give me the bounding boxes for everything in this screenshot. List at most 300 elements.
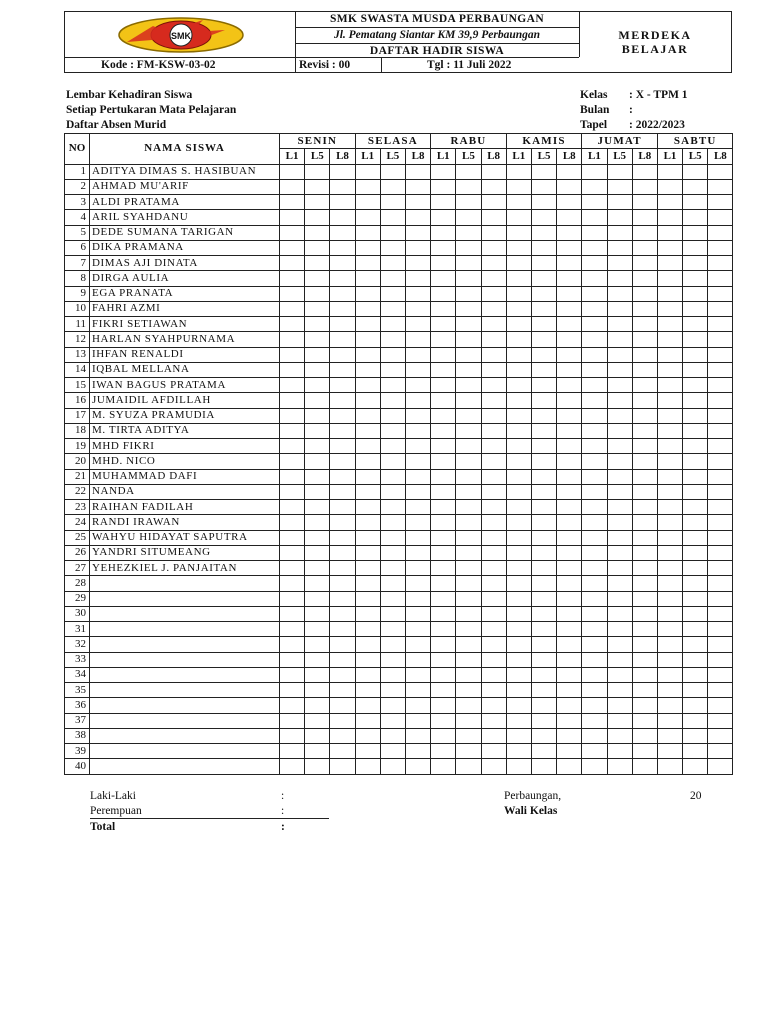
attendance-cell[interactable] <box>582 606 607 621</box>
attendance-cell[interactable] <box>683 469 708 484</box>
attendance-cell[interactable] <box>355 423 380 438</box>
attendance-cell[interactable] <box>683 515 708 530</box>
attendance-cell[interactable] <box>657 622 682 637</box>
attendance-cell[interactable] <box>431 759 456 774</box>
attendance-cell[interactable] <box>305 469 330 484</box>
attendance-cell[interactable] <box>405 301 430 316</box>
attendance-cell[interactable] <box>506 713 531 728</box>
attendance-cell[interactable] <box>557 317 582 332</box>
attendance-cell[interactable] <box>557 454 582 469</box>
attendance-cell[interactable] <box>632 179 657 194</box>
attendance-cell[interactable] <box>582 301 607 316</box>
attendance-cell[interactable] <box>405 332 430 347</box>
attendance-cell[interactable] <box>305 393 330 408</box>
attendance-cell[interactable] <box>305 317 330 332</box>
attendance-cell[interactable] <box>531 225 556 240</box>
attendance-cell[interactable] <box>380 301 405 316</box>
attendance-cell[interactable] <box>557 439 582 454</box>
attendance-cell[interactable] <box>305 515 330 530</box>
attendance-cell[interactable] <box>557 271 582 286</box>
attendance-cell[interactable] <box>708 454 733 469</box>
attendance-cell[interactable] <box>330 606 355 621</box>
attendance-cell[interactable] <box>355 332 380 347</box>
attendance-cell[interactable] <box>657 179 682 194</box>
attendance-cell[interactable] <box>380 667 405 682</box>
attendance-cell[interactable] <box>683 728 708 743</box>
attendance-cell[interactable] <box>557 744 582 759</box>
attendance-cell[interactable] <box>582 744 607 759</box>
attendance-cell[interactable] <box>531 164 556 179</box>
attendance-cell[interactable] <box>582 286 607 301</box>
attendance-cell[interactable] <box>481 362 506 377</box>
attendance-cell[interactable] <box>607 622 632 637</box>
attendance-cell[interactable] <box>330 378 355 393</box>
attendance-cell[interactable] <box>506 362 531 377</box>
attendance-cell[interactable] <box>405 698 430 713</box>
attendance-cell[interactable] <box>531 637 556 652</box>
attendance-cell[interactable] <box>683 484 708 499</box>
attendance-cell[interactable] <box>632 256 657 271</box>
attendance-cell[interactable] <box>355 362 380 377</box>
attendance-cell[interactable] <box>355 347 380 362</box>
attendance-cell[interactable] <box>280 469 305 484</box>
attendance-cell[interactable] <box>531 667 556 682</box>
attendance-cell[interactable] <box>305 423 330 438</box>
attendance-cell[interactable] <box>632 271 657 286</box>
attendance-cell[interactable] <box>557 667 582 682</box>
attendance-cell[interactable] <box>531 271 556 286</box>
attendance-cell[interactable] <box>683 622 708 637</box>
attendance-cell[interactable] <box>456 301 481 316</box>
attendance-cell[interactable] <box>632 454 657 469</box>
attendance-cell[interactable] <box>330 561 355 576</box>
attendance-cell[interactable] <box>456 256 481 271</box>
attendance-cell[interactable] <box>683 713 708 728</box>
attendance-cell[interactable] <box>506 179 531 194</box>
attendance-cell[interactable] <box>607 286 632 301</box>
attendance-cell[interactable] <box>657 454 682 469</box>
attendance-cell[interactable] <box>708 378 733 393</box>
attendance-cell[interactable] <box>481 225 506 240</box>
attendance-cell[interactable] <box>607 728 632 743</box>
attendance-cell[interactable] <box>557 591 582 606</box>
attendance-cell[interactable] <box>708 759 733 774</box>
attendance-cell[interactable] <box>708 240 733 255</box>
attendance-cell[interactable] <box>708 698 733 713</box>
attendance-cell[interactable] <box>431 179 456 194</box>
attendance-cell[interactable] <box>431 210 456 225</box>
attendance-cell[interactable] <box>405 408 430 423</box>
attendance-cell[interactable] <box>380 500 405 515</box>
attendance-cell[interactable] <box>355 271 380 286</box>
attendance-cell[interactable] <box>280 759 305 774</box>
attendance-cell[interactable] <box>582 530 607 545</box>
attendance-cell[interactable] <box>607 530 632 545</box>
attendance-cell[interactable] <box>456 393 481 408</box>
attendance-cell[interactable] <box>355 378 380 393</box>
attendance-cell[interactable] <box>683 423 708 438</box>
attendance-cell[interactable] <box>305 347 330 362</box>
attendance-cell[interactable] <box>481 591 506 606</box>
attendance-cell[interactable] <box>280 622 305 637</box>
attendance-cell[interactable] <box>405 210 430 225</box>
attendance-cell[interactable] <box>431 530 456 545</box>
attendance-cell[interactable] <box>305 576 330 591</box>
attendance-cell[interactable] <box>683 591 708 606</box>
attendance-cell[interactable] <box>355 561 380 576</box>
attendance-cell[interactable] <box>531 622 556 637</box>
attendance-cell[interactable] <box>481 683 506 698</box>
attendance-cell[interactable] <box>330 256 355 271</box>
attendance-cell[interactable] <box>531 484 556 499</box>
attendance-cell[interactable] <box>632 744 657 759</box>
attendance-cell[interactable] <box>683 545 708 560</box>
attendance-cell[interactable] <box>683 698 708 713</box>
attendance-cell[interactable] <box>683 301 708 316</box>
attendance-cell[interactable] <box>531 576 556 591</box>
attendance-cell[interactable] <box>380 271 405 286</box>
attendance-cell[interactable] <box>355 637 380 652</box>
attendance-cell[interactable] <box>380 744 405 759</box>
attendance-cell[interactable] <box>330 317 355 332</box>
attendance-cell[interactable] <box>380 240 405 255</box>
attendance-cell[interactable] <box>657 210 682 225</box>
attendance-cell[interactable] <box>632 362 657 377</box>
attendance-cell[interactable] <box>531 500 556 515</box>
attendance-cell[interactable] <box>632 713 657 728</box>
attendance-cell[interactable] <box>557 179 582 194</box>
attendance-cell[interactable] <box>506 393 531 408</box>
attendance-cell[interactable] <box>657 561 682 576</box>
attendance-cell[interactable] <box>632 606 657 621</box>
attendance-cell[interactable] <box>506 317 531 332</box>
attendance-cell[interactable] <box>531 469 556 484</box>
attendance-cell[interactable] <box>431 195 456 210</box>
attendance-cell[interactable] <box>405 378 430 393</box>
attendance-cell[interactable] <box>481 332 506 347</box>
attendance-cell[interactable] <box>330 195 355 210</box>
attendance-cell[interactable] <box>305 606 330 621</box>
attendance-cell[interactable] <box>380 332 405 347</box>
attendance-cell[interactable] <box>607 576 632 591</box>
attendance-cell[interactable] <box>683 378 708 393</box>
attendance-cell[interactable] <box>683 530 708 545</box>
attendance-cell[interactable] <box>632 728 657 743</box>
attendance-cell[interactable] <box>305 286 330 301</box>
attendance-cell[interactable] <box>657 728 682 743</box>
attendance-cell[interactable] <box>531 195 556 210</box>
attendance-cell[interactable] <box>456 530 481 545</box>
attendance-cell[interactable] <box>607 195 632 210</box>
attendance-cell[interactable] <box>531 362 556 377</box>
attendance-cell[interactable] <box>280 728 305 743</box>
attendance-cell[interactable] <box>305 210 330 225</box>
attendance-cell[interactable] <box>330 545 355 560</box>
attendance-cell[interactable] <box>456 362 481 377</box>
attendance-cell[interactable] <box>531 317 556 332</box>
attendance-cell[interactable] <box>582 225 607 240</box>
attendance-cell[interactable] <box>531 606 556 621</box>
attendance-cell[interactable] <box>531 683 556 698</box>
attendance-cell[interactable] <box>582 210 607 225</box>
attendance-cell[interactable] <box>557 256 582 271</box>
attendance-cell[interactable] <box>405 439 430 454</box>
attendance-cell[interactable] <box>607 683 632 698</box>
attendance-cell[interactable] <box>582 652 607 667</box>
attendance-cell[interactable] <box>481 606 506 621</box>
attendance-cell[interactable] <box>506 469 531 484</box>
attendance-cell[interactable] <box>506 301 531 316</box>
attendance-cell[interactable] <box>380 469 405 484</box>
attendance-cell[interactable] <box>280 515 305 530</box>
attendance-cell[interactable] <box>481 454 506 469</box>
attendance-cell[interactable] <box>405 179 430 194</box>
attendance-cell[interactable] <box>280 439 305 454</box>
attendance-cell[interactable] <box>557 225 582 240</box>
attendance-cell[interactable] <box>280 683 305 698</box>
attendance-cell[interactable] <box>632 576 657 591</box>
attendance-cell[interactable] <box>506 698 531 713</box>
attendance-cell[interactable] <box>280 561 305 576</box>
attendance-cell[interactable] <box>582 576 607 591</box>
attendance-cell[interactable] <box>355 744 380 759</box>
attendance-cell[interactable] <box>355 225 380 240</box>
attendance-cell[interactable] <box>330 484 355 499</box>
attendance-cell[interactable] <box>708 179 733 194</box>
attendance-cell[interactable] <box>607 545 632 560</box>
attendance-cell[interactable] <box>582 713 607 728</box>
attendance-cell[interactable] <box>632 622 657 637</box>
attendance-cell[interactable] <box>531 713 556 728</box>
attendance-cell[interactable] <box>632 515 657 530</box>
attendance-cell[interactable] <box>557 545 582 560</box>
attendance-cell[interactable] <box>431 591 456 606</box>
attendance-cell[interactable] <box>305 561 330 576</box>
attendance-cell[interactable] <box>431 667 456 682</box>
attendance-cell[interactable] <box>506 606 531 621</box>
attendance-cell[interactable] <box>481 347 506 362</box>
attendance-cell[interactable] <box>380 347 405 362</box>
attendance-cell[interactable] <box>607 332 632 347</box>
attendance-cell[interactable] <box>506 759 531 774</box>
attendance-cell[interactable] <box>355 713 380 728</box>
attendance-cell[interactable] <box>657 744 682 759</box>
attendance-cell[interactable] <box>607 317 632 332</box>
attendance-cell[interactable] <box>708 408 733 423</box>
attendance-cell[interactable] <box>683 195 708 210</box>
attendance-cell[interactable] <box>582 195 607 210</box>
attendance-cell[interactable] <box>355 469 380 484</box>
attendance-cell[interactable] <box>557 698 582 713</box>
attendance-cell[interactable] <box>405 591 430 606</box>
attendance-cell[interactable] <box>431 271 456 286</box>
attendance-cell[interactable] <box>708 576 733 591</box>
attendance-cell[interactable] <box>506 683 531 698</box>
attendance-cell[interactable] <box>355 179 380 194</box>
attendance-cell[interactable] <box>582 347 607 362</box>
attendance-cell[interactable] <box>683 606 708 621</box>
attendance-cell[interactable] <box>607 637 632 652</box>
attendance-cell[interactable] <box>380 545 405 560</box>
attendance-cell[interactable] <box>456 484 481 499</box>
attendance-cell[interactable] <box>557 622 582 637</box>
attendance-cell[interactable] <box>405 362 430 377</box>
attendance-cell[interactable] <box>355 652 380 667</box>
attendance-cell[interactable] <box>607 362 632 377</box>
attendance-cell[interactable] <box>405 667 430 682</box>
attendance-cell[interactable] <box>305 545 330 560</box>
attendance-cell[interactable] <box>657 362 682 377</box>
attendance-cell[interactable] <box>280 576 305 591</box>
attendance-cell[interactable] <box>557 652 582 667</box>
attendance-cell[interactable] <box>531 179 556 194</box>
attendance-cell[interactable] <box>380 606 405 621</box>
attendance-cell[interactable] <box>431 286 456 301</box>
attendance-cell[interactable] <box>456 759 481 774</box>
attendance-cell[interactable] <box>531 698 556 713</box>
attendance-cell[interactable] <box>280 317 305 332</box>
attendance-cell[interactable] <box>280 179 305 194</box>
attendance-cell[interactable] <box>431 744 456 759</box>
attendance-cell[interactable] <box>431 713 456 728</box>
attendance-cell[interactable] <box>330 713 355 728</box>
attendance-cell[interactable] <box>657 240 682 255</box>
attendance-cell[interactable] <box>456 423 481 438</box>
attendance-cell[interactable] <box>280 271 305 286</box>
attendance-cell[interactable] <box>456 240 481 255</box>
attendance-cell[interactable] <box>405 240 430 255</box>
attendance-cell[interactable] <box>632 378 657 393</box>
attendance-cell[interactable] <box>582 332 607 347</box>
attendance-cell[interactable] <box>330 652 355 667</box>
attendance-cell[interactable] <box>305 225 330 240</box>
attendance-cell[interactable] <box>405 637 430 652</box>
attendance-cell[interactable] <box>683 347 708 362</box>
attendance-cell[interactable] <box>305 484 330 499</box>
attendance-cell[interactable] <box>330 225 355 240</box>
attendance-cell[interactable] <box>657 606 682 621</box>
attendance-cell[interactable] <box>683 454 708 469</box>
attendance-cell[interactable] <box>708 225 733 240</box>
attendance-cell[interactable] <box>305 164 330 179</box>
attendance-cell[interactable] <box>305 240 330 255</box>
attendance-cell[interactable] <box>683 210 708 225</box>
attendance-cell[interactable] <box>506 530 531 545</box>
attendance-cell[interactable] <box>481 469 506 484</box>
attendance-cell[interactable] <box>708 637 733 652</box>
attendance-cell[interactable] <box>708 210 733 225</box>
attendance-cell[interactable] <box>582 637 607 652</box>
attendance-cell[interactable] <box>632 164 657 179</box>
attendance-cell[interactable] <box>431 652 456 667</box>
attendance-cell[interactable] <box>708 515 733 530</box>
attendance-cell[interactable] <box>557 606 582 621</box>
attendance-cell[interactable] <box>355 317 380 332</box>
attendance-cell[interactable] <box>280 530 305 545</box>
attendance-cell[interactable] <box>305 759 330 774</box>
attendance-cell[interactable] <box>683 561 708 576</box>
attendance-cell[interactable] <box>280 652 305 667</box>
attendance-cell[interactable] <box>708 683 733 698</box>
attendance-cell[interactable] <box>305 271 330 286</box>
attendance-cell[interactable] <box>481 301 506 316</box>
attendance-cell[interactable] <box>431 423 456 438</box>
attendance-cell[interactable] <box>305 408 330 423</box>
attendance-cell[interactable] <box>657 576 682 591</box>
attendance-cell[interactable] <box>330 301 355 316</box>
attendance-cell[interactable] <box>607 500 632 515</box>
attendance-cell[interactable] <box>456 683 481 698</box>
attendance-cell[interactable] <box>481 561 506 576</box>
attendance-cell[interactable] <box>330 362 355 377</box>
attendance-cell[interactable] <box>557 408 582 423</box>
attendance-cell[interactable] <box>582 469 607 484</box>
attendance-cell[interactable] <box>330 179 355 194</box>
attendance-cell[interactable] <box>280 347 305 362</box>
attendance-cell[interactable] <box>456 622 481 637</box>
attendance-cell[interactable] <box>405 469 430 484</box>
attendance-cell[interactable] <box>405 256 430 271</box>
attendance-cell[interactable] <box>431 576 456 591</box>
attendance-cell[interactable] <box>305 530 330 545</box>
attendance-cell[interactable] <box>305 195 330 210</box>
attendance-cell[interactable] <box>708 606 733 621</box>
attendance-cell[interactable] <box>506 164 531 179</box>
attendance-cell[interactable] <box>607 210 632 225</box>
attendance-cell[interactable] <box>405 515 430 530</box>
attendance-cell[interactable] <box>305 500 330 515</box>
attendance-cell[interactable] <box>305 591 330 606</box>
attendance-cell[interactable] <box>531 561 556 576</box>
attendance-cell[interactable] <box>607 652 632 667</box>
attendance-cell[interactable] <box>380 576 405 591</box>
attendance-cell[interactable] <box>481 271 506 286</box>
attendance-cell[interactable] <box>683 439 708 454</box>
attendance-cell[interactable] <box>405 713 430 728</box>
attendance-cell[interactable] <box>330 210 355 225</box>
attendance-cell[interactable] <box>632 469 657 484</box>
attendance-cell[interactable] <box>330 530 355 545</box>
attendance-cell[interactable] <box>607 744 632 759</box>
attendance-cell[interactable] <box>456 606 481 621</box>
attendance-cell[interactable] <box>506 637 531 652</box>
attendance-cell[interactable] <box>405 393 430 408</box>
attendance-cell[interactable] <box>380 683 405 698</box>
attendance-cell[interactable] <box>531 515 556 530</box>
attendance-cell[interactable] <box>657 439 682 454</box>
attendance-cell[interactable] <box>456 332 481 347</box>
attendance-cell[interactable] <box>632 667 657 682</box>
attendance-cell[interactable] <box>531 347 556 362</box>
attendance-cell[interactable] <box>607 393 632 408</box>
attendance-cell[interactable] <box>531 439 556 454</box>
attendance-cell[interactable] <box>280 195 305 210</box>
attendance-cell[interactable] <box>632 408 657 423</box>
attendance-cell[interactable] <box>531 545 556 560</box>
attendance-cell[interactable] <box>531 454 556 469</box>
attendance-cell[interactable] <box>380 439 405 454</box>
attendance-cell[interactable] <box>456 164 481 179</box>
attendance-cell[interactable] <box>481 484 506 499</box>
attendance-cell[interactable] <box>355 728 380 743</box>
attendance-cell[interactable] <box>330 408 355 423</box>
attendance-cell[interactable] <box>607 515 632 530</box>
attendance-cell[interactable] <box>506 484 531 499</box>
attendance-cell[interactable] <box>683 256 708 271</box>
attendance-cell[interactable] <box>632 332 657 347</box>
attendance-cell[interactable] <box>380 591 405 606</box>
attendance-cell[interactable] <box>582 698 607 713</box>
